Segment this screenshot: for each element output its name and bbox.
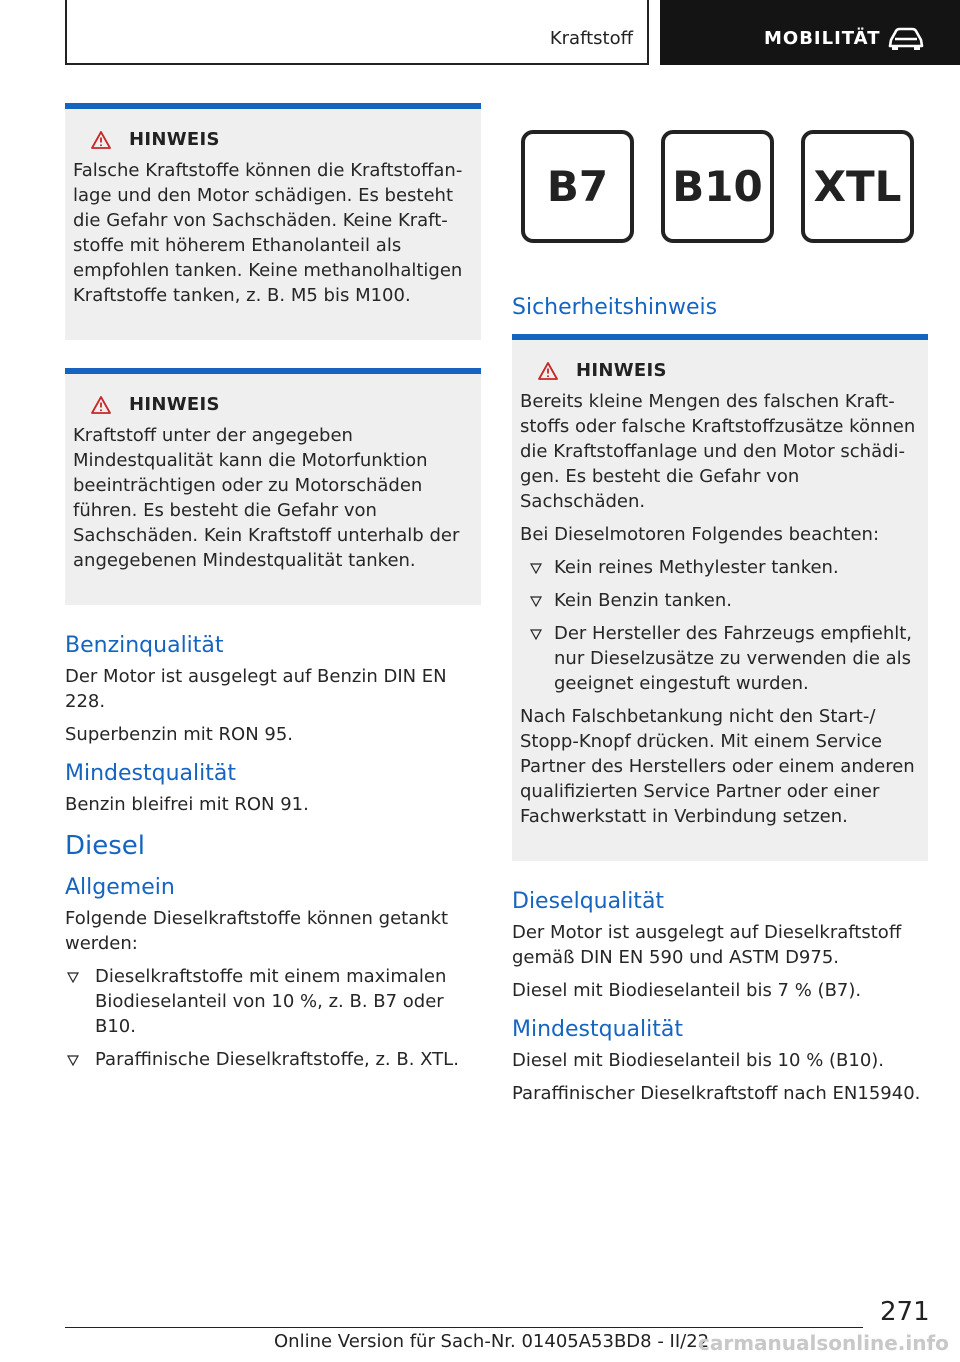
notice-box-min-quality [65,368,481,605]
footer-divider [65,1327,863,1328]
car-icon [887,26,925,52]
heading-mindestqualitaet: Mindestqualität [65,761,236,786]
list-item-text: Paraffinische Dieselkraftstoffe, z. B. XTL. [95,1049,459,1070]
paragraph: Der Motor ist ausgelegt auf Benzin DIN EN 228. [65,666,447,712]
heading-dieselqualitaet: Dieselqualität [512,889,665,914]
heading-allgemein: Allgemein [65,875,175,900]
list-item-text: Dieselkraftstoffe mit einem maximalen Biodieselanteil von 10 %, z. B. B7 oder B10. [95,966,447,1037]
heading-benzinqualitaet: Benzinqualität [65,633,224,658]
footer-version-text: Online Version für Sach-Nr. 01405A53BD8 - II/22 [274,1331,710,1352]
heading-sicherheitshinweis: Sicherheitshinweis [512,295,718,320]
watermark: carmanualsonline.info [698,1331,949,1355]
paragraph: Diesel mit Biodieselanteil bis 7 % (B7). [512,980,862,1001]
notice-text: Nach Falschbetankung nicht den Start-/ Stopp-Knopf drücken. Mit einem Service Partner des Herstellers oder einem anderen qualifizierten Service Partner oder einer Fachwerkstatt in Verbindung setzen. [520,706,915,827]
notice-box-wrong-fuel [512,334,928,861]
header-section-box [65,0,649,65]
triangle-bullet-icon [530,595,542,607]
header-section-title: Kraftstoff [549,28,633,49]
paragraph: Der Motor ist ausgelegt auf Dieselkraftstoff gemäß DIN EN 590 und ASTM D975. [512,922,902,968]
paragraph: Superbenzin mit RON 95. [65,724,294,745]
list-item [520,555,920,580]
warning-icon [538,362,558,380]
list-item-text: Kein reines Methylester tanken. [554,557,839,578]
notice-title: HINWEIS [129,394,220,415]
fuel-label-b7: B7 [521,130,634,243]
warning-icon [91,396,111,414]
fuel-label-xtl: XTL [801,130,914,243]
notice-title: HINWEIS [129,129,220,150]
header-chapter-tab [660,0,960,65]
paragraph: Benzin bleifrei mit RON 91. [65,794,309,815]
triangle-bullet-icon [530,628,542,640]
paragraph: Paraffinischer Dieselkraftstoff nach EN15940. [512,1083,921,1104]
notice-box-fuel-damage [65,103,481,340]
list-item [65,1047,481,1072]
heading-diesel: Diesel [65,831,146,861]
list-item-text: Kein Benzin tanken. [554,590,733,611]
page-number: 271 [880,1297,930,1327]
notice-text: Kraftstoff unter der angegeben Mindestqualität kann die Motorfunktion beeinträchtigen oder zu Motorschäden führen. Es besteht die Gefahr von Sachschäden. Kein Kraftstoff unterhalb der angegebenen Mindestqualität tanken. [73,425,460,571]
header-chapter-title: MOBILITÄT [764,28,881,49]
heading-mindestqualitaet: Mindestqualität [512,1017,683,1042]
notice-text: Bereits kleine Mengen des falschen Kraftstoffs oder falsche Kraftstoffzusätze können die Kraftstoffanlage und den Motor schädigen. Es besteht die Gefahr von Sachschäden. [520,391,916,512]
triangle-bullet-icon [67,971,79,983]
notice-text: Falsche Kraftstoffe können die Kraftstoffanlage und den Motor schädigen. Es besteht die Gefahr von Sachschäden. Keine Kraftstoffe mit höherem Ethanolanteil als empfohlen tanken. Keine methanolhaltigen Kraftstoffe tanken, z. B. M5 bis M100. [73,160,463,306]
paragraph: Diesel mit Biodieselanteil bis 10 % (B10). [512,1050,885,1071]
warning-icon [91,131,111,149]
fuel-label-b10: B10 [661,130,774,243]
list-item [520,621,920,696]
left-column [65,103,481,1080]
bullet-list [65,964,481,1072]
fuel-labels [512,130,914,243]
notice-title: HINWEIS [576,360,667,381]
right-column [512,130,928,1114]
list-item [520,588,920,613]
notice-text: Bei Dieselmotoren Folgendes beachten: [520,524,880,545]
list-item [65,964,481,1039]
paragraph: Folgende Dieselkraftstoffe können getankt werden: [65,908,449,954]
list-item-text: Der Hersteller des Fahrzeugs empfiehlt, nur Dieselzusätze zu verwenden die als geeignet eingestuft wurden. [554,623,913,694]
bullet-list [520,555,920,696]
triangle-bullet-icon [530,562,542,574]
triangle-bullet-icon [67,1054,79,1066]
